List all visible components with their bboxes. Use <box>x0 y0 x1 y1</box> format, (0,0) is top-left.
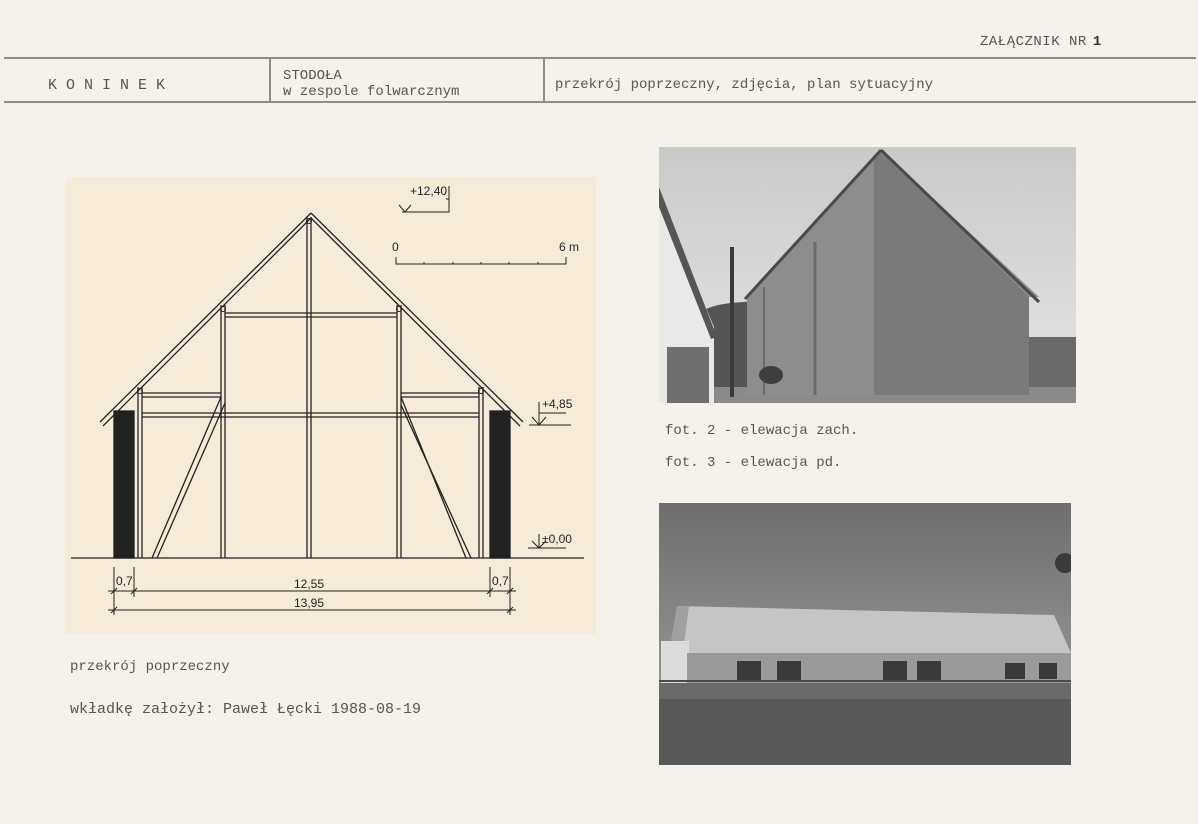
attachment-number: 1 <box>1092 34 1102 50</box>
elevation-top-label: +12,40 <box>410 184 448 198</box>
left-wall-dimension: 0,7 <box>116 574 133 588</box>
scale-end-label: 6 m <box>559 240 580 254</box>
header-divider-2 <box>543 57 545 103</box>
header-top-rule <box>4 57 1196 59</box>
photo-south-elevation-svg <box>659 503 1071 765</box>
object-name <box>283 68 459 100</box>
photo3-caption: fot. 3 - elewacja pd. <box>665 455 842 471</box>
place-name: KONINEK <box>48 77 175 94</box>
cross-section-svg <box>66 177 596 634</box>
photo-south-elevation <box>659 503 1071 765</box>
header-divider-1 <box>269 57 271 103</box>
elevation-eaves-label: +4,85 <box>542 397 573 411</box>
photo2-caption: fot. 2 - elewacja zach. <box>665 423 859 439</box>
author-note: wkładkę założył: Paweł Łęcki 1988-08-19 <box>70 701 422 718</box>
header-bottom-rule <box>4 101 1196 103</box>
scale-start-label: 0 <box>392 240 399 254</box>
object-type: STODOŁA <box>283 68 342 84</box>
drawing-caption: przekrój poprzeczny <box>70 659 230 675</box>
attachment-text: ZAŁĄCZNIK NR <box>980 34 1087 50</box>
cross-section-drawing <box>66 177 596 634</box>
attachment-content: przekrój poprzeczny, zdjęcia, plan sytuacyjny <box>555 77 934 93</box>
right-wall-dimension: 0,7 <box>492 574 509 588</box>
elevation-ground-label: ±0,00 <box>542 532 572 546</box>
attachment-label <box>980 34 1102 50</box>
photo-west-elevation <box>659 147 1076 403</box>
inner-span-dimension: 12,55 <box>294 577 325 591</box>
object-context: w zespole folwarcznym <box>283 84 460 100</box>
photo-west-elevation-svg <box>659 147 1076 403</box>
total-span-dimension: 13,95 <box>294 596 325 610</box>
